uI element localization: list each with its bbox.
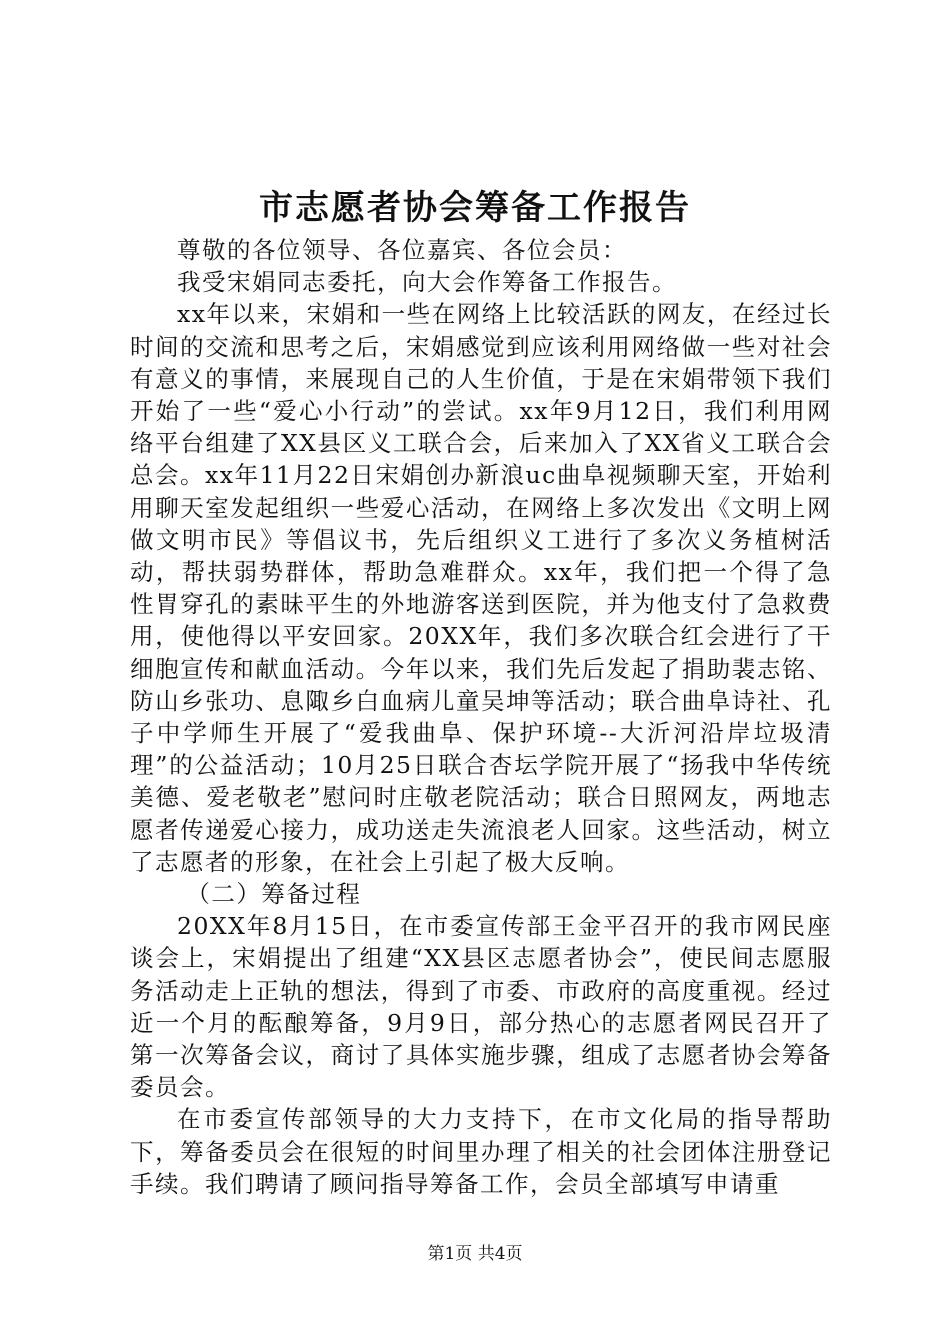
intro-paragraph: 我受宋娟同志委托，向大会作筹备工作报告。 bbox=[177, 268, 677, 297]
support-paragraph: 在市委宣传部领导的大力支持下，在市文化局的指导帮助下，筹备委员会在很短的时间里办理了相关的社会团体注册登记手续。我们聘请了顾问指导筹备工作，会员全部填写申请重 bbox=[130, 1105, 832, 1198]
document-body bbox=[130, 234, 832, 1200]
process-paragraph: 20XX年8月15日，在市委宣传部王金平召开的我市网民座谈会上，宋娟提出了组建“XX县区志愿者协会”，使民间志愿服务活动走上正轨的想法，得到了市委、市政府的高度重视。经过近一个月的酝酿筹备，9月9日，部分热心的志愿者网民召开了第一次筹备会议，商讨了具体实施步骤，组成了志愿者协会筹备委员会。 bbox=[130, 912, 832, 1102]
page-footer: 第1页 共4页 bbox=[427, 1244, 523, 1264]
document-title: 市志愿者协会筹备工作报告 bbox=[259, 188, 691, 228]
section-heading: （二）筹备过程 bbox=[186, 880, 362, 909]
salutation-paragraph: 尊敬的各位领导、各位嘉宾、各位会员： bbox=[177, 236, 627, 264]
history-paragraph: xx年以来，宋娟和一些在网络上比较活跃的网友，在经过长时间的交流和思考之后，宋娟感觉到应该利用网络做一些对社会有意义的事情，来展现自己的人生价值，于是在宋娟带领下我们开始了一些“爱心小行动”的尝试。xx年9月12日，我们利用网络平台组建了XX县区义工联合会，后来加入了XX省义工联合会总会。xx年11月22日宋娟创办新浪uc曲阜视频聊天室，开始利用聊天室发起组织一些爱心活动，在网络上多次发出《文明上网做文明市民》等倡议书，先后组织义工进行了多次义务植树活动，帮扶弱势群体，帮助急难群众。xx年，我们把一个得了急性胃穿孔的素昧平生的外地游客送到医院，并为他支付了急救费用，使他得以平安回家。20XX年，我们多次联合红会进行了干细胞宣传和献血活动。今年以来，我们先后发起了捐助裴志铭、防山乡张功、息陬乡白血病儿童吴坤等活动；联合曲阜诗社、孔子中学师生开展了“爱我曲阜、保护环境--大沂河沿岸垃圾清理”的公益活动；10月25日联合杏坛学院开展了“扬我中华传统美德、爱老敬老”慰问时庄敬老院活动；联合日照网友，两地志愿者传递爱心接力，成功送走失流浪老人回家。这些活动，树立了志愿者的形象，在社会上引起了极大反响。 bbox=[130, 300, 832, 876]
